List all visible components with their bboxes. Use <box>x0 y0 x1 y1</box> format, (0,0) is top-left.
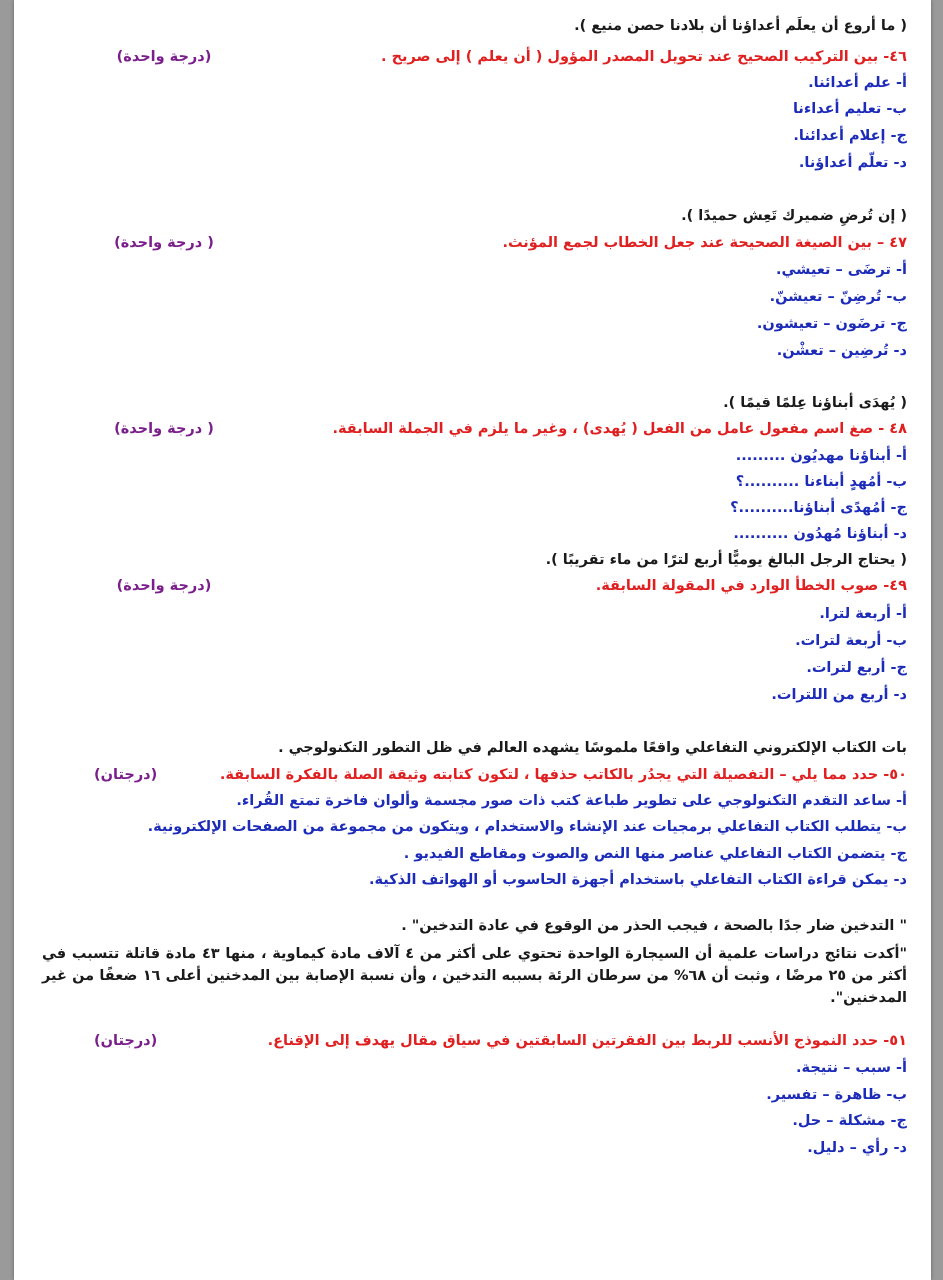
q49-question: ٤٩- صوب الخطأ الوارد في المقولة السابقة. <box>595 578 907 594</box>
q49-stem: ( يحتاج الرجل البالغ يوميًّا أربع لترًا من ماء تقريبًا ). <box>545 552 907 568</box>
q50-stem: بات الكتاب الإلكتروني التفاعلي واقعًا ملموسًا يشهده العالم في ظل التطور التكنولوجي . <box>278 740 907 756</box>
q48-option-d: د- أبناؤنا مُهدُون .......... <box>733 526 907 542</box>
q49-option-c: ج- أربع لترات. <box>806 660 907 676</box>
q50-mark: (درجتان) <box>94 767 158 783</box>
q48-option-a: أ- أبناؤنا مهديُون ......... <box>735 448 907 464</box>
q48-question: ٤٨ - صغ اسم مفعول عامل من الفعل ( يُهدى) ، وغير ما يلزم في الجملة السابقة. <box>332 421 907 437</box>
q46-mark: (درجة واحدة) <box>116 49 212 65</box>
q50-option-a: أ- ساعد التقدم التكنولوجي على تطوير طباعة كتب ذات صور مجسمة وألوان فاخرة تمتع القُراء. <box>236 793 907 809</box>
q47-mark: ( درجة واحدة) <box>114 235 214 251</box>
exam-page <box>14 0 931 1280</box>
q49-option-d: د- أربع من اللترات. <box>771 687 907 703</box>
q50-option-d: د- يمكن قراءة الكتاب التفاعلي باستخدام أجهزة الحاسوب أو الهواتف الذكية. <box>368 872 907 888</box>
q47-stem: ( إن تُرضِ ضميرك تَعِش حميدًا ). <box>681 208 907 224</box>
q50-option-b: ب- يتطلب الكتاب التفاعلي برمجيات عند الإنشاء والاستخدام ، ويتكون من مجموعة من الصفحات الإلكترونية. <box>147 819 907 835</box>
q46-option-c: ج- إعلام أعدائنا. <box>793 128 907 144</box>
q51-stem-2: "أكدت نتائج دراسات علمية أن السيجارة الواحدة تحتوي على أكثر من ٤ آلاف مادة كيماوية ، منها ٤٣ مادة قاتلة تتسبب في أكثر من ٢٥ مرضًا ، وثبت أن ٦٨% من سرطان الرئة بسببه التدخين ، وأن نسبة الإصابة بين المدخنين أعلى ١٦ ضعفًا من غير المدخنين". <box>42 946 907 1006</box>
q50-option-c: ج- يتضمن الكتاب التفاعلي عناصر منها النص والصوت ومقاطع الفيديو . <box>403 846 907 862</box>
q48-mark: ( درجة واحدة) <box>114 421 214 437</box>
q47-question: ٤٧ – بين الصيغة الصحيحة عند جعل الخطاب لجمع المؤنث. <box>502 235 907 251</box>
q51-option-d: د- رأي – دليل. <box>807 1140 907 1156</box>
q46-stem: ( ما أروع أن يعلَم أعداؤنا أن بلادنا حصن منيع ). <box>574 18 907 34</box>
q51-mark: (درجتان) <box>94 1033 158 1049</box>
q51-stem-1: " التدخين ضار جدًا بالصحة ، فيجب الحذر من الوقوع في عادة التدخين" . <box>401 918 907 934</box>
q46-option-a: أ- علم أعدائنا. <box>808 75 907 91</box>
q46-question: ٤٦- بين التركيب الصحيح عند تحويل المصدر المؤول ( أن يعلم ) إلى صريح . <box>381 49 907 65</box>
q46-option-b: ب- تعليم أعداءنا <box>792 101 907 117</box>
q51-option-b: ب- ظاهرة – تفسير. <box>766 1087 907 1103</box>
q51-option-c: ج- مشكلة – حل. <box>792 1113 907 1129</box>
q47-option-a: أ- ترضَى – تعيشي. <box>775 262 907 278</box>
q47-option-b: ب- تُرضِنّ – تعيشنّ. <box>769 289 907 305</box>
q47-option-d: د- تُرضِين – تعشْن. <box>776 343 907 359</box>
q51-option-a: أ- سبب – نتيجة. <box>796 1060 907 1076</box>
q51-question: ٥١- حدد النموذج الأنسب للربط بين الفقرتين السابقتين في سياق مقال يهدف إلى الإقناع. <box>267 1033 907 1049</box>
q47-option-c: ج- ترضَون – تعيشون. <box>756 316 907 332</box>
q48-stem: ( يُهدَى أبناؤنا عِلمًا قيمًا ). <box>723 395 907 411</box>
q50-question: ٥٠- حدد مما يلي – التفصيلة التي يجدُر بالكاتب حذفها ، لتكون كتابته وثيقة الصلة بالفكرة السابقة. <box>219 767 907 783</box>
q49-mark: (درجة واحدة) <box>116 578 212 594</box>
q48-option-b: ب- أمُهدٍ أبناءنا ..........؟ <box>735 474 907 490</box>
q46-option-d: د- تعلّم أعداؤنا. <box>798 155 907 171</box>
q49-option-a: أ- أربعة لترا. <box>819 606 907 622</box>
q48-option-c: ج- أمُهدًى أبناؤنا..........؟ <box>730 500 907 516</box>
q49-option-b: ب- أربعة لترات. <box>795 633 907 649</box>
